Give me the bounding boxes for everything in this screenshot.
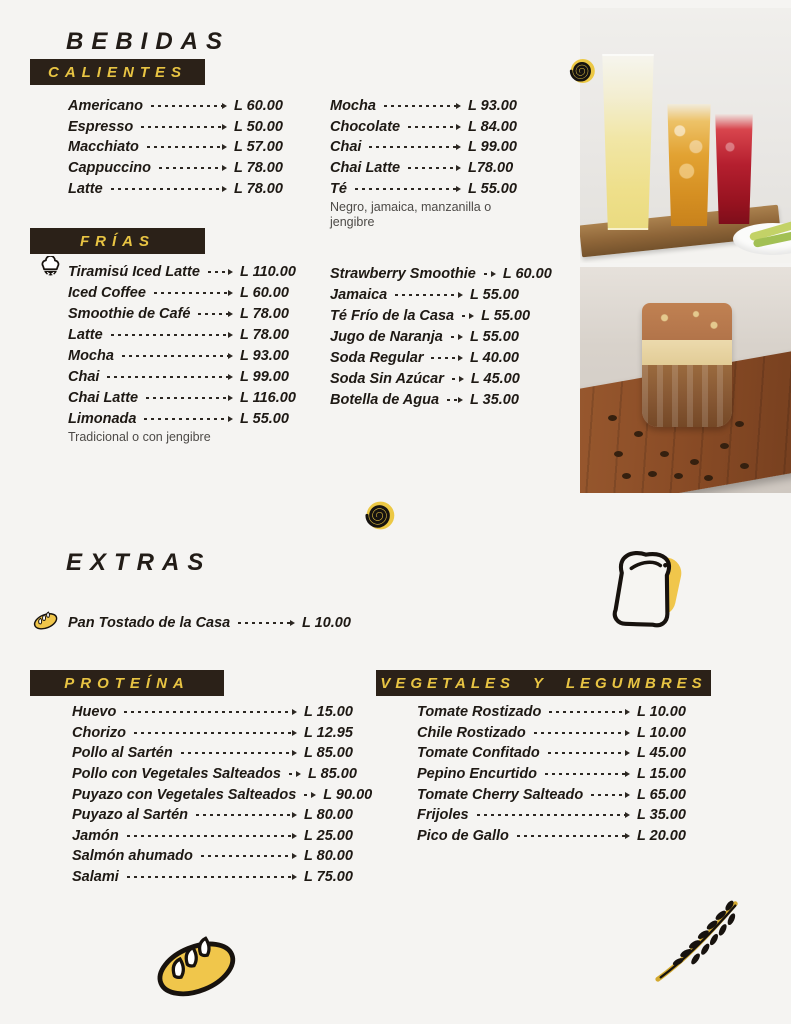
menu-item-price: L 12.95 [304,724,353,741]
menu-item-price: L 84.00 [468,118,517,135]
menu-item-price: L 10.00 [637,704,686,721]
hot-drinks-left-list [68,96,290,199]
menu-item-name: Chai [68,368,100,385]
dotted-leader-arrow [127,835,295,837]
coffee-beans [608,415,617,421]
dotted-leader-arrow [147,146,225,148]
menu-item-price: L 80.00 [304,807,353,824]
menu-item-price: L 15.00 [637,766,686,783]
menu-item-name: Tomate Confitado [417,745,540,762]
menu-item-price: L 45.00 [470,370,520,387]
menu-item-name: Smoothie de Café [68,305,191,322]
dotted-leader-arrow [151,105,225,107]
menu-item-row [330,178,520,199]
menu-item-price: L 55.00 [470,328,519,345]
menu-item-row [68,137,290,158]
dotted-leader-arrow [545,773,628,775]
menu-item-name: Tiramisú Iced Latte [68,263,200,280]
menu-item-price: L 93.00 [240,347,289,364]
menu-item-name: Pan Tostado de la Casa [68,615,231,631]
menu-item-name: Limonada [68,410,137,427]
hibiscus-glass [714,114,754,224]
menu-item-row [68,408,302,429]
menu-item-name: Macchiato [68,139,139,156]
menu-item-row [72,867,360,888]
menu-item-price: L 80.00 [304,848,353,865]
cold-drinks-right-list [330,263,552,410]
menu-item-row [72,784,373,805]
menu-item-row [68,345,302,366]
vegetales-list [417,702,693,846]
lemonade-glass [600,54,656,230]
menu-item-price: L 10.00 [302,615,351,631]
menu-item-price: L 57.00 [234,139,283,156]
banner-vegetales: VEGETALES Y LEGUMBRES [376,670,711,696]
menu-item-price: L 60.00 [234,98,283,115]
menu-item-name: Huevo [72,704,117,721]
menu-item-name: Salami [72,869,119,886]
menu-item-price: L 99.00 [468,139,517,156]
dotted-leader-arrow [111,334,231,336]
menu-item-price: L 99.00 [240,368,289,385]
menu-item-name: Chai Latte [68,389,139,406]
menu-item-row [68,324,302,345]
bread-loaf-icon [148,925,244,1011]
menu-item-row [72,723,360,744]
menu-item-price: L 85.00 [304,745,353,762]
menu-item-price: L 60.00 [240,284,289,301]
dotted-leader-arrow [355,188,459,190]
dotted-leader-arrow [477,814,628,816]
dotted-leader-arrow [111,188,225,190]
menu-item-row [417,805,693,826]
menu-item-price: L 55.00 [240,410,289,427]
menu-item-name: Frijoles [417,807,469,824]
menu-item-price: L 45.00 [637,745,686,762]
chef-hat-face-icon [37,256,64,283]
dotted-leader-arrow [134,732,295,734]
menu-item-name: Botella de Agua [330,391,440,408]
menu-item-price: L 60.00 [502,265,552,282]
menu-item-row [330,137,520,158]
menu-item-name: Salmón ahumado [72,848,193,865]
menu-item-row [417,723,693,744]
menu-item-name: Iced Coffee [68,284,146,301]
swirl-spiral-icon [566,55,598,87]
chef-hat-icon-slot [37,256,64,283]
menu-item-row [68,158,290,179]
menu-item-name: Jamón [72,827,119,844]
dotted-leader-arrow [447,399,461,401]
photo-tiramisu-iced-latte [580,267,791,493]
dotted-leader-arrow [395,294,461,296]
menu-item-price: L 40.00 [470,349,519,366]
menu-item-price: L 25.00 [304,827,353,844]
menu-item-name: Puyazo con Vegetales Salteados [72,786,297,803]
dotted-leader-arrow [289,773,299,775]
dotted-leader-arrow [124,711,295,713]
menu-item-name: Soda Sin Azúcar [330,370,444,387]
dotted-leader-arrow [517,835,628,837]
menu-item-row [72,805,360,826]
menu-item-row [72,702,360,723]
dotted-leader-arrow [238,622,293,624]
menu-item-name: Latte [68,180,103,197]
menu-item-row [417,784,693,805]
menu-item-price: L78.00 [468,160,514,177]
menu-item-name: Pollo con Vegetales Salteados [72,766,281,783]
dotted-leader-arrow [384,105,459,107]
dotted-leader-arrow [144,418,231,420]
dotted-leader-arrow [141,126,225,128]
menu-item-price: L 20.00 [637,827,686,844]
dotted-leader-arrow [591,794,628,796]
menu-item-price: L 78.00 [234,180,283,197]
extras-list [68,611,358,635]
toast-slice-icon [597,543,692,631]
dotted-leader-arrow [201,855,295,857]
photo-cold-drinks-trio [580,8,791,263]
menu-item-row [72,826,360,847]
iced-tea-glass [666,104,712,226]
hot-drinks-right-list [330,96,520,234]
menu-item-row [417,702,693,723]
menu-item-row [330,368,522,389]
menu-item-row [330,305,531,326]
dotted-leader-arrow [452,378,462,380]
menu-item-row [417,826,693,847]
menu-item-name: Espresso [68,118,134,135]
dotted-leader-arrow [127,876,295,878]
menu-item-row [68,303,302,324]
menu-item-name: Puyazo al Sartén [72,807,189,824]
menu-item-price: L 10.00 [637,724,686,741]
menu-item-name: Tomate Cherry Salteado [417,786,584,803]
menu-item-name: Chile Rostizado [417,724,526,741]
dotted-leader-arrow [159,167,225,169]
menu-item-row [330,263,552,284]
menu-item-name: Strawberry Smoothie [330,265,476,282]
menu-item-row [330,117,520,138]
menu-item-price: L 55.00 [481,307,531,324]
menu-item-price: L 78.00 [240,305,289,322]
swirl-spiral-icon [361,497,398,534]
menu-item-name: Té Frío de la Casa [330,307,455,324]
menu-item-note: Tradicional o con jengibre [68,430,211,444]
dotted-leader-arrow [534,732,628,734]
menu-item-row [68,282,302,303]
cold-drinks-left-list [68,261,302,449]
menu-item-row [330,347,522,368]
dotted-leader-arrow [208,271,231,273]
menu-item-row [68,366,302,387]
dotted-leader-arrow [154,292,231,294]
menu-item-note: Negro, jamaica, manzanilla o jengibre [330,199,492,229]
menu-item-row [68,611,358,635]
menu-item-name: Latte [68,326,103,343]
menu-item-row [68,178,290,199]
menu-item-name: Jamaica [330,286,388,303]
menu-item-name: Tomate Rostizado [417,704,542,721]
menu-item-price: L 85.00 [307,766,357,783]
menu-item-name: Jugo de Naranja [330,328,443,345]
menu-item-row [68,387,302,408]
menu-item-row [417,743,693,764]
coffee-layer [642,365,732,427]
dotted-leader-arrow [462,315,472,317]
menu-item-price: L 78.00 [234,160,283,177]
dotted-leader-arrow [451,336,461,338]
menu-item-name: Té [330,180,347,197]
menu-item-name: Mocha [330,98,376,115]
menu-item-name: Cappuccino [68,160,151,177]
menu-item-price: L 75.00 [304,869,353,886]
dotted-leader-arrow [181,752,295,754]
dotted-leader-arrow [122,355,231,357]
dotted-leader-arrow [107,376,231,378]
menu-item-name: Pollo al Sartén [72,745,173,762]
menu-item-price: L 15.00 [304,704,353,721]
dotted-leader-arrow [408,167,459,169]
menu-item-row [68,261,302,282]
wheat-stalk-icon [652,893,744,987]
menu-item-row [330,96,520,117]
menu-item-price: L 35.00 [637,807,686,824]
bread-loaf-icon-slot [27,608,64,634]
menu-item-price: L 55.00 [470,286,519,303]
menu-item-price: L 78.00 [240,326,289,343]
dotted-leader-arrow [548,752,628,754]
menu-item-name: Chocolate [330,118,401,135]
banner-calientes: CALIENTES [30,59,205,85]
banner-frias: FRÍAS [30,228,205,254]
menu-item-row [72,846,360,867]
menu-item-price: L 50.00 [234,118,283,135]
menu-item-row [330,158,520,179]
dotted-leader-arrow [549,711,628,713]
menu-item-row [68,117,290,138]
menu-item-name: Chorizo [72,724,126,741]
dotted-leader-arrow [198,313,231,315]
menu-item-price: L 110.00 [240,263,296,280]
menu-item-price: L 65.00 [637,786,686,803]
menu-item-name: Chai Latte [330,160,401,177]
menu-item-name: Chai [330,139,362,156]
menu-item-price: L 35.00 [470,391,519,408]
menu-item-row [417,764,693,785]
menu-item-name: Americano [68,98,143,115]
menu-item-price: L 55.00 [468,180,517,197]
dotted-leader-arrow [146,397,231,399]
menu-item-name: Pico de Gallo [417,827,509,844]
menu-item-row [330,326,522,347]
menu-item-name: Soda Regular [330,349,424,366]
menu-item-row [72,764,360,785]
bread-loaf-icon [27,608,64,634]
menu-item-row [72,743,360,764]
cocoa-layer [642,303,732,340]
dotted-leader-arrow [408,126,459,128]
menu-item-row [330,389,522,410]
section-title-bebidas: BEBIDAS [66,28,231,55]
proteina-list [72,702,373,887]
menu-item-row [68,96,290,117]
dotted-leader-arrow [431,357,461,359]
tiramisu-latte-glass [642,303,732,427]
dotted-leader-arrow [304,794,314,796]
dotted-leader-arrow [484,273,494,275]
cream-layer [642,340,732,365]
menu-item-name: Mocha [68,347,114,364]
banner-proteina: PROTEÍNA [30,670,224,696]
menu-item-price: L 116.00 [240,389,296,406]
dotted-leader-arrow [196,814,295,816]
menu-item-price: L 93.00 [468,98,517,115]
section-title-extras: EXTRAS [66,549,212,576]
dotted-leader-arrow [369,146,459,148]
menu-item-name: Pepino Encurtido [417,766,538,783]
menu-item-price: L 90.00 [323,786,373,803]
menu-item-row [330,284,522,305]
